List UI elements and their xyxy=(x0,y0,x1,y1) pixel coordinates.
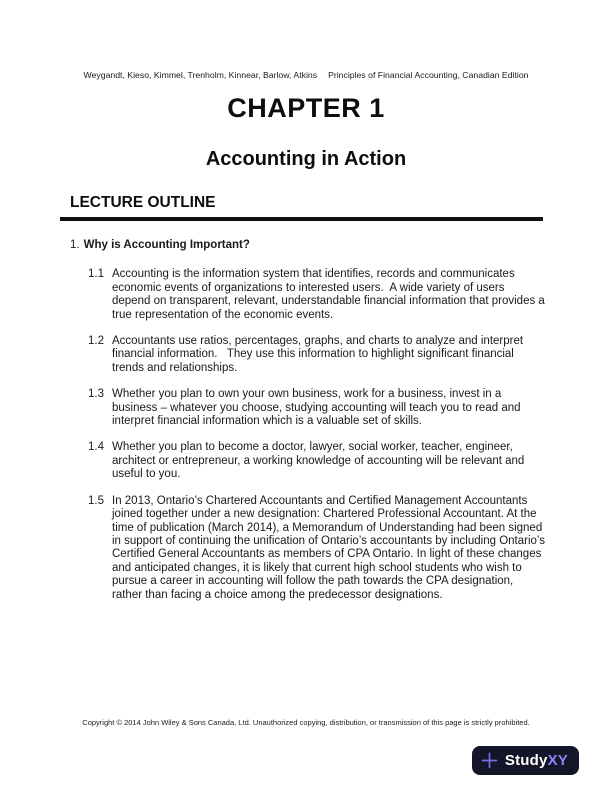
studyxy-logo[interactable] xyxy=(472,746,579,775)
brand-name-accent: XY xyxy=(547,752,568,769)
outline-item-text: Whether you plan to become a doctor, lawyer, social worker, teacher, engineer, architect or entrepreneur, a working knowledge of accounting will be relevant and useful to you. xyxy=(112,441,528,481)
outline-item-number: 1.2 xyxy=(88,335,104,348)
copyright-notice: Copyright © 2014 John Wiley & Sons Canada, Ltd. Unauthorized copying, distribution, or transmission of this page is strictly prohibited. xyxy=(82,718,530,727)
header-authors: Weygandt, Kieso, Kimmel, Trenholm, Kinnear, Barlow, Atkins xyxy=(83,70,318,80)
outline-topic xyxy=(70,239,546,252)
plus-icon xyxy=(481,752,498,769)
outline-item xyxy=(88,388,546,428)
outline-item xyxy=(88,268,549,322)
outline-item-number: 1.3 xyxy=(88,388,104,401)
outline-item-text: Accountants use ratios, percentages, graphs, and charts to analyze and interpret financial information. They use this information to highlight significant financial trends and relationships. xyxy=(112,335,527,374)
header-book-title: Principles of Financial Accounting, Canadian Edition xyxy=(328,70,529,80)
outline-item xyxy=(88,441,546,481)
brand-name xyxy=(505,752,568,769)
outline-item xyxy=(88,494,549,602)
outline-item-text: In 2013, Ontario’s Chartered Accountants and Certified Management Accountants joined together under a new designation: Chartered Professional Accountant. At the time of publication (March 2014), a Memorandum of Understanding had been signed in support of continuing the unification of Ontario’s accountants by including Ontario’s Certified General Accountants as members of CPA Ontario. In light of these changes and anticipated changes, it is likely that current high school students who wish to pursue a career in accounting will follow the path towards the CPA designation, rather than facing a choice among the predecessor designations. xyxy=(112,494,549,601)
outline-item-text: Whether you plan to own your own business, work for a business, invest in a business – whatever you choose, studying accounting will teach you to read and interpret financial information which is a valuable set of skills. xyxy=(112,388,524,428)
brand-name-primary: Study xyxy=(504,752,548,769)
outline-topic-title: Why is Accounting Important? xyxy=(83,239,250,251)
outline-item-number: 1.5 xyxy=(88,494,104,507)
outline-item-text: Accounting is the information system that identifies, records and communicates economic events of organizations to interested users. A wide variety of users depend on transparent, relevant, understandable financial information that provides a true representation of the economic events. xyxy=(112,268,549,321)
chapter-title: CHAPTER 1 xyxy=(227,93,385,123)
chapter-subtitle: Accounting in Action xyxy=(205,148,407,170)
heading-rule xyxy=(60,217,543,221)
outline-items xyxy=(88,268,549,602)
lecture-outline xyxy=(70,239,549,615)
outline-item-number: 1.1 xyxy=(88,268,104,281)
outline-item xyxy=(88,335,546,375)
outline-topic-number: 1. xyxy=(70,239,80,251)
running-header xyxy=(0,70,612,80)
section-heading: LECTURE OUTLINE xyxy=(70,194,216,211)
outline-item-number: 1.4 xyxy=(88,441,104,454)
